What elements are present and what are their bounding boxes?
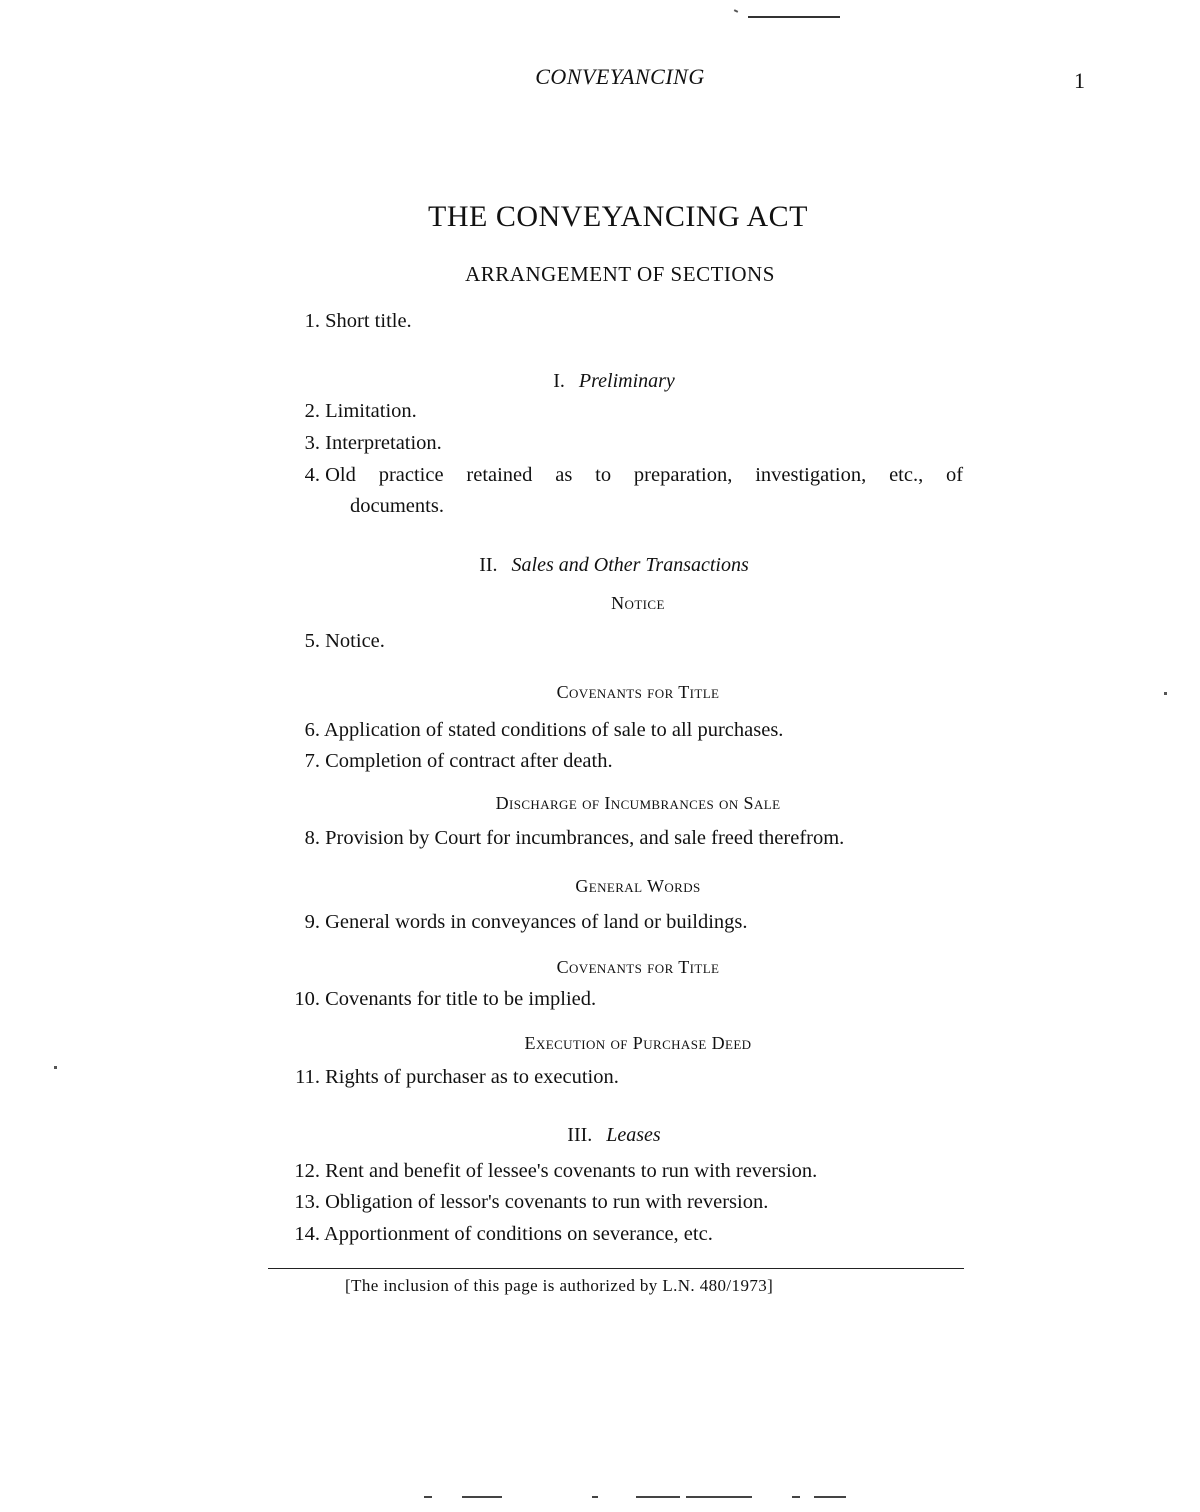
section-number: 6. bbox=[304, 719, 320, 741]
page-number: 1 bbox=[1074, 68, 1085, 93]
section-entry bbox=[296, 625, 385, 657]
section-entry bbox=[284, 1218, 713, 1250]
part-heading bbox=[0, 1124, 1200, 1147]
scan-artifact bbox=[54, 1066, 57, 1069]
section-number: 7. bbox=[304, 750, 320, 772]
part-heading bbox=[0, 554, 1200, 577]
section-number: 3. bbox=[304, 432, 320, 454]
section-title: Interpretation. bbox=[325, 432, 442, 454]
section-title: Application of stated conditions of sale to all purchases. bbox=[324, 719, 784, 741]
scan-artifact bbox=[592, 1496, 598, 1498]
part-number: I. bbox=[553, 370, 565, 392]
section-entry bbox=[296, 714, 783, 746]
section-entry bbox=[296, 395, 417, 427]
section-number: 1. bbox=[304, 310, 320, 332]
section-title: Apportionment of conditions on severance, etc. bbox=[324, 1223, 713, 1245]
section-number: 9. bbox=[304, 911, 320, 933]
footer-rule bbox=[268, 1268, 964, 1269]
part-number: II. bbox=[479, 554, 498, 576]
subheading: Covenants for Title bbox=[556, 682, 720, 702]
scan-artifact bbox=[814, 1496, 846, 1498]
section-entry bbox=[296, 305, 412, 337]
scan-artifact bbox=[734, 9, 738, 13]
subheading: Covenants for Title bbox=[556, 957, 720, 977]
section-title: Notice. bbox=[325, 630, 385, 652]
section-title-continuation: documents. bbox=[350, 495, 444, 517]
section-title: Obligation of lessor's covenants to run with reversion. bbox=[325, 1191, 769, 1213]
section-title: Rent and benefit of lessee's covenants to run with reversion. bbox=[325, 1160, 818, 1182]
section-title: Old practice retained as to preparation, investigation, etc., of bbox=[325, 464, 964, 486]
section-entry bbox=[296, 745, 613, 777]
section-number: 11. bbox=[295, 1066, 320, 1088]
running-header: CONVEYANCING bbox=[535, 64, 705, 89]
section-number: 4. bbox=[304, 464, 320, 486]
arrangement-heading: ARRANGEMENT OF SECTIONS bbox=[465, 262, 775, 286]
part-name: Preliminary bbox=[578, 370, 675, 392]
part-heading bbox=[0, 370, 1200, 393]
section-entry bbox=[284, 983, 596, 1015]
act-title: THE CONVEYANCING ACT bbox=[428, 200, 808, 233]
part-name: Leases bbox=[606, 1124, 661, 1146]
section-number: 14. bbox=[294, 1223, 320, 1245]
section-title: Limitation. bbox=[325, 400, 417, 422]
section-number: 2. bbox=[304, 400, 320, 422]
part-number: III. bbox=[567, 1124, 593, 1146]
section-number: 13. bbox=[294, 1191, 320, 1213]
scan-artifact bbox=[424, 1496, 432, 1498]
section-entry bbox=[296, 822, 844, 854]
section-title: Short title. bbox=[325, 310, 412, 332]
subheading: Execution of Purchase Deed bbox=[524, 1033, 752, 1053]
section-entry bbox=[296, 459, 966, 491]
subheading: Notice bbox=[611, 593, 665, 613]
scan-artifact bbox=[686, 1496, 752, 1498]
section-entry bbox=[284, 1061, 619, 1093]
scan-artifact bbox=[748, 16, 840, 18]
section-number: 12. bbox=[294, 1160, 320, 1182]
section-title: Completion of contract after death. bbox=[325, 750, 613, 772]
scan-artifact bbox=[462, 1496, 502, 1498]
authorization-note: [The inclusion of this page is authorized by L.N. 480/1973] bbox=[345, 1276, 774, 1295]
section-title: Rights of purchaser as to execution. bbox=[325, 1066, 619, 1088]
section-title: Provision by Court for incumbrances, and sale freed therefrom. bbox=[325, 827, 845, 849]
scan-artifact bbox=[792, 1496, 800, 1498]
section-title: Covenants for title to be implied. bbox=[325, 988, 597, 1010]
section-entry bbox=[284, 1155, 817, 1187]
scan-artifact bbox=[636, 1496, 680, 1498]
section-entry bbox=[284, 1186, 768, 1218]
subheading: General Words bbox=[575, 876, 701, 896]
section-number: 10. bbox=[294, 988, 320, 1010]
section-entry bbox=[296, 906, 748, 938]
section-number: 5. bbox=[304, 630, 320, 652]
subheading: Discharge of Incumbrances on Sale bbox=[495, 793, 781, 813]
section-title: General words in conveyances of land or buildings. bbox=[325, 911, 748, 933]
part-name: Sales and Other Transactions bbox=[511, 554, 749, 576]
scan-artifact bbox=[1164, 692, 1167, 695]
section-entry bbox=[296, 427, 442, 459]
section-number: 8. bbox=[304, 827, 320, 849]
